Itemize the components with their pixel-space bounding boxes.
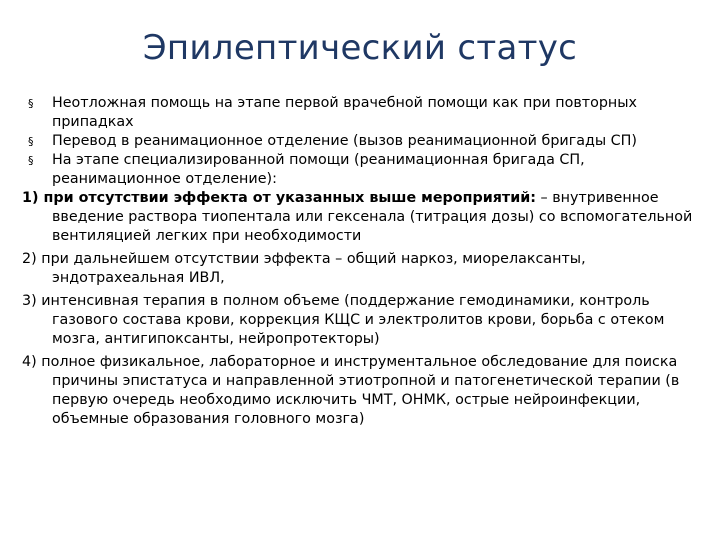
bullet-item-2 (22, 132, 702, 151)
numbered-item-text: – внутривенное введение раствора тиопентала или гексенала (титрация дозы) со вспомогательной вентиляцией легких при необходимости (52, 190, 693, 244)
bullet-marker-icon: § (28, 135, 34, 148)
numbered-item-4 (22, 353, 702, 429)
bullet-text: На этапе специализированной помощи (реанимационная бригада СП, реанимационное отделение): (52, 152, 585, 187)
numbered-item-1 (22, 189, 702, 246)
numbered-item-text: 4) полное физикальное, лабораторное и инструментальное обследование для поиска причины эпистатуса и направленной этиотропной и патогенетической терапии (в первую очередь необходимо исключить ЧМТ, ОНМК, острые нейроинфекции, объемные образования головного мозга) (22, 354, 680, 427)
numbered-item-text: 2) при дальнейшем отсутствии эффекта – общий наркоз, миорелаксанты, эндотрахеальная ИВЛ, (22, 251, 586, 286)
numbered-item-3 (22, 292, 702, 349)
slide-body (22, 94, 702, 429)
page-title: Эпилептический статус (142, 28, 578, 68)
bullet-marker-icon: § (28, 154, 34, 167)
numbered-item-2 (22, 250, 702, 288)
numbered-item-text: 3) интенсивная терапия в полном объеме (поддержание гемодинамики, контроль газового состава крови, коррекция КЩС и электролитов крови, борьба с отеком мозга, антигипоксанты, нейропротекторы) (22, 293, 665, 347)
bullet-text: Неотложная помощь на этапе первой врачебной помощи как при повторных припадках (52, 95, 637, 130)
bullet-item-1 (22, 94, 702, 132)
bullet-item-3 (22, 151, 702, 189)
numbered-item-lead: 1) при отсутствии эффекта от указанных выше мероприятий: (22, 190, 536, 206)
bullet-text: Перевод в реанимационное отделение (вызов реанимационной бригады СП) (52, 133, 637, 149)
bullet-marker-icon: § (28, 97, 34, 110)
